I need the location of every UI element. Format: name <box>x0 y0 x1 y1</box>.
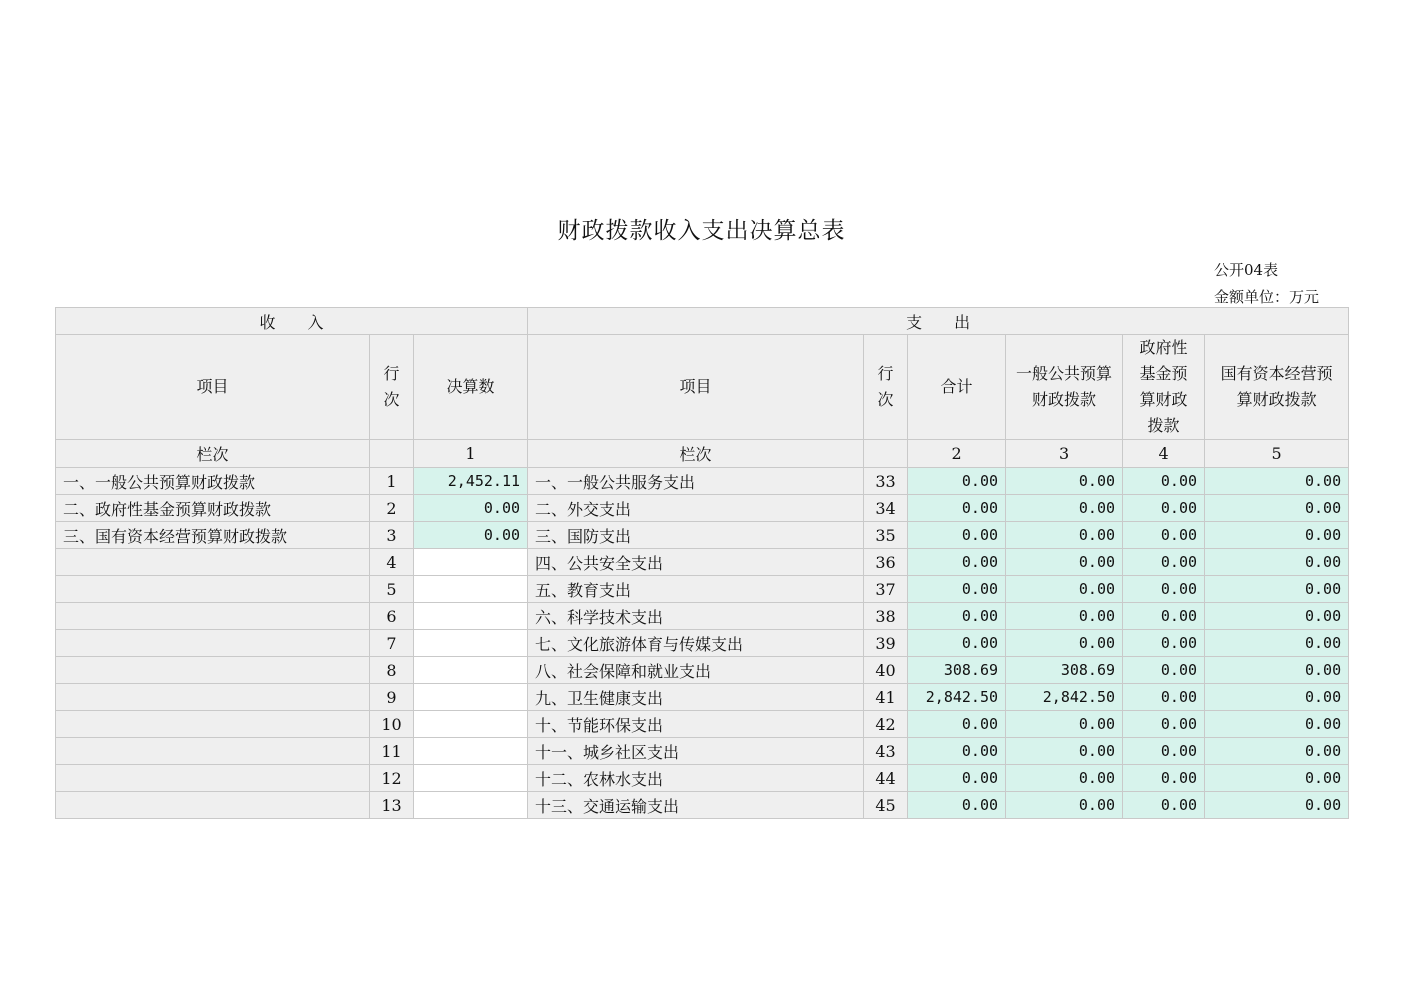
expense-item-cell: 三、国防支出 <box>528 522 864 549</box>
income-item-cell <box>56 549 370 576</box>
general-budget-cell: 0.00 <box>1006 738 1123 765</box>
expense-index-5: 5 <box>1205 440 1349 468</box>
total-cell: 0.00 <box>908 765 1006 792</box>
gov-fund-cell: 0.00 <box>1123 738 1205 765</box>
total-cell: 0.00 <box>908 549 1006 576</box>
income-line-cell: 9 <box>370 684 414 711</box>
total-cell: 0.00 <box>908 495 1006 522</box>
income-item-cell <box>56 576 370 603</box>
state-capital-cell: 0.00 <box>1205 765 1349 792</box>
state-capital-header: 国有资本经营预算财政拨款 <box>1205 335 1349 440</box>
income-line-cell: 3 <box>370 522 414 549</box>
total-cell: 0.00 <box>908 603 1006 630</box>
expense-line-cell: 33 <box>864 468 908 495</box>
expense-group-header: 支 出 <box>528 308 1349 335</box>
state-capital-cell: 0.00 <box>1205 711 1349 738</box>
income-line-cell: 1 <box>370 468 414 495</box>
total-cell: 0.00 <box>908 630 1006 657</box>
gov-fund-cell: 0.00 <box>1123 630 1205 657</box>
income-index-1: 1 <box>414 440 528 468</box>
income-amount-cell <box>414 576 528 603</box>
gov-fund-cell: 0.00 <box>1123 657 1205 684</box>
gov-fund-cell: 0.00 <box>1123 576 1205 603</box>
total-cell: 0.00 <box>908 468 1006 495</box>
table-row <box>56 549 1349 576</box>
income-line-cell: 5 <box>370 576 414 603</box>
income-item-cell <box>56 711 370 738</box>
income-group-header: 收 入 <box>56 308 528 335</box>
income-line-cell: 10 <box>370 711 414 738</box>
form-code: 公开04表 <box>1214 261 1279 279</box>
state-capital-cell: 0.00 <box>1205 549 1349 576</box>
state-capital-cell: 0.00 <box>1205 603 1349 630</box>
income-item-header: 项目 <box>56 335 370 440</box>
expense-item-cell: 一、一般公共服务支出 <box>528 468 864 495</box>
expense-item-cell: 十三、交通运输支出 <box>528 792 864 819</box>
expense-line-cell: 44 <box>864 765 908 792</box>
gov-fund-cell: 0.00 <box>1123 549 1205 576</box>
table-row <box>56 738 1349 765</box>
general-budget-cell: 308.69 <box>1006 657 1123 684</box>
page-title: 财政拨款收入支出决算总表 <box>557 218 846 244</box>
expense-item-header: 项目 <box>528 335 864 440</box>
expense-index-4: 4 <box>1123 440 1205 468</box>
expense-item-cell: 二、外交支出 <box>528 495 864 522</box>
total-cell: 0.00 <box>908 576 1006 603</box>
gov-fund-cell: 0.00 <box>1123 792 1205 819</box>
income-item-cell: 三、国有资本经营预算财政拨款 <box>56 522 370 549</box>
expense-item-cell: 八、社会保障和就业支出 <box>528 657 864 684</box>
expense-item-cell: 六、科学技术支出 <box>528 603 864 630</box>
income-amount-cell: 0.00 <box>414 495 528 522</box>
state-capital-cell: 0.00 <box>1205 630 1349 657</box>
expense-line-cell: 36 <box>864 549 908 576</box>
table-row <box>56 765 1349 792</box>
total-cell: 0.00 <box>908 738 1006 765</box>
income-amount-cell <box>414 684 528 711</box>
table-row <box>56 603 1349 630</box>
gov-fund-cell: 0.00 <box>1123 468 1205 495</box>
expense-line-cell: 39 <box>864 630 908 657</box>
state-capital-cell: 0.00 <box>1205 792 1349 819</box>
expense-line-cell: 43 <box>864 738 908 765</box>
expense-line-cell: 34 <box>864 495 908 522</box>
income-amount-cell <box>414 549 528 576</box>
income-line-cell: 11 <box>370 738 414 765</box>
column-index-row <box>56 440 1349 468</box>
table-body <box>56 308 1349 819</box>
general-budget-cell: 0.00 <box>1006 522 1123 549</box>
table-row <box>56 792 1349 819</box>
table-row <box>56 630 1349 657</box>
income-line-cell: 12 <box>370 765 414 792</box>
gov-fund-cell: 0.00 <box>1123 522 1205 549</box>
general-budget-header: 一般公共预算财政拨款 <box>1006 335 1123 440</box>
expense-line-cell: 41 <box>864 684 908 711</box>
income-amount-cell <box>414 765 528 792</box>
general-budget-cell: 0.00 <box>1006 765 1123 792</box>
general-budget-cell: 2,842.50 <box>1006 684 1123 711</box>
gov-fund-cell: 0.00 <box>1123 765 1205 792</box>
general-budget-cell: 0.00 <box>1006 468 1123 495</box>
expense-line-cell: 45 <box>864 792 908 819</box>
table-row <box>56 576 1349 603</box>
general-budget-cell: 0.00 <box>1006 630 1123 657</box>
income-item-cell <box>56 657 370 684</box>
column-header-row <box>56 335 1349 440</box>
state-capital-cell: 0.00 <box>1205 468 1349 495</box>
income-amount-cell <box>414 603 528 630</box>
income-item-cell <box>56 603 370 630</box>
gov-fund-cell: 0.00 <box>1123 495 1205 522</box>
expense-item-cell: 十一、城乡社区支出 <box>528 738 864 765</box>
expense-index-label: 栏次 <box>528 440 864 468</box>
total-cell: 0.00 <box>908 792 1006 819</box>
budget-summary-table <box>55 307 1349 819</box>
expense-item-cell: 九、卫生健康支出 <box>528 684 864 711</box>
expense-line-cell: 38 <box>864 603 908 630</box>
index-blank <box>864 440 908 468</box>
state-capital-cell: 0.00 <box>1205 495 1349 522</box>
total-header: 合计 <box>908 335 1006 440</box>
income-item-cell: 二、政府性基金预算财政拨款 <box>56 495 370 522</box>
income-line-cell: 4 <box>370 549 414 576</box>
income-item-cell <box>56 738 370 765</box>
expense-item-cell: 十、节能环保支出 <box>528 711 864 738</box>
gov-fund-header: 政府性基金预算财政拨款 <box>1123 335 1205 440</box>
expense-item-cell: 七、文化旅游体育与传媒支出 <box>528 630 864 657</box>
table-row <box>56 468 1349 495</box>
total-cell: 308.69 <box>908 657 1006 684</box>
income-amount-cell: 2,452.11 <box>414 468 528 495</box>
table-row <box>56 495 1349 522</box>
general-budget-cell: 0.00 <box>1006 576 1123 603</box>
group-header-row <box>56 308 1349 335</box>
expense-line-cell: 40 <box>864 657 908 684</box>
income-item-cell <box>56 765 370 792</box>
expense-line-cell: 37 <box>864 576 908 603</box>
state-capital-cell: 0.00 <box>1205 522 1349 549</box>
expense-index-2: 2 <box>908 440 1006 468</box>
general-budget-cell: 0.00 <box>1006 792 1123 819</box>
general-budget-cell: 0.00 <box>1006 603 1123 630</box>
table-row <box>56 711 1349 738</box>
expense-item-cell: 四、公共安全支出 <box>528 549 864 576</box>
expense-item-cell: 五、教育支出 <box>528 576 864 603</box>
income-amount-cell <box>414 711 528 738</box>
income-item-cell: 一、一般公共预算财政拨款 <box>56 468 370 495</box>
unit-label: 金额单位：万元 <box>1214 288 1320 306</box>
table-row <box>56 522 1349 549</box>
income-line-header: 行次 <box>370 335 414 440</box>
gov-fund-cell: 0.00 <box>1123 603 1205 630</box>
income-amount-cell <box>414 657 528 684</box>
state-capital-cell: 0.00 <box>1205 657 1349 684</box>
income-line-cell: 7 <box>370 630 414 657</box>
income-amount-header: 决算数 <box>414 335 528 440</box>
income-line-cell: 8 <box>370 657 414 684</box>
total-cell: 0.00 <box>908 711 1006 738</box>
income-amount-cell <box>414 738 528 765</box>
index-blank <box>370 440 414 468</box>
expense-item-cell: 十二、农林水支出 <box>528 765 864 792</box>
table-row <box>56 657 1349 684</box>
income-item-cell <box>56 792 370 819</box>
gov-fund-cell: 0.00 <box>1123 711 1205 738</box>
expense-line-cell: 42 <box>864 711 908 738</box>
income-line-cell: 6 <box>370 603 414 630</box>
income-index-label: 栏次 <box>56 440 370 468</box>
income-item-cell <box>56 684 370 711</box>
income-amount-cell <box>414 792 528 819</box>
state-capital-cell: 0.00 <box>1205 684 1349 711</box>
table-row <box>56 684 1349 711</box>
state-capital-cell: 0.00 <box>1205 738 1349 765</box>
general-budget-cell: 0.00 <box>1006 495 1123 522</box>
gov-fund-cell: 0.00 <box>1123 684 1205 711</box>
expense-line-cell: 35 <box>864 522 908 549</box>
income-amount-cell: 0.00 <box>414 522 528 549</box>
expense-index-3: 3 <box>1006 440 1123 468</box>
income-line-cell: 13 <box>370 792 414 819</box>
state-capital-cell: 0.00 <box>1205 576 1349 603</box>
income-line-cell: 2 <box>370 495 414 522</box>
expense-line-header: 行次 <box>864 335 908 440</box>
general-budget-cell: 0.00 <box>1006 711 1123 738</box>
income-amount-cell <box>414 630 528 657</box>
general-budget-cell: 0.00 <box>1006 549 1123 576</box>
total-cell: 2,842.50 <box>908 684 1006 711</box>
total-cell: 0.00 <box>908 522 1006 549</box>
income-item-cell <box>56 630 370 657</box>
